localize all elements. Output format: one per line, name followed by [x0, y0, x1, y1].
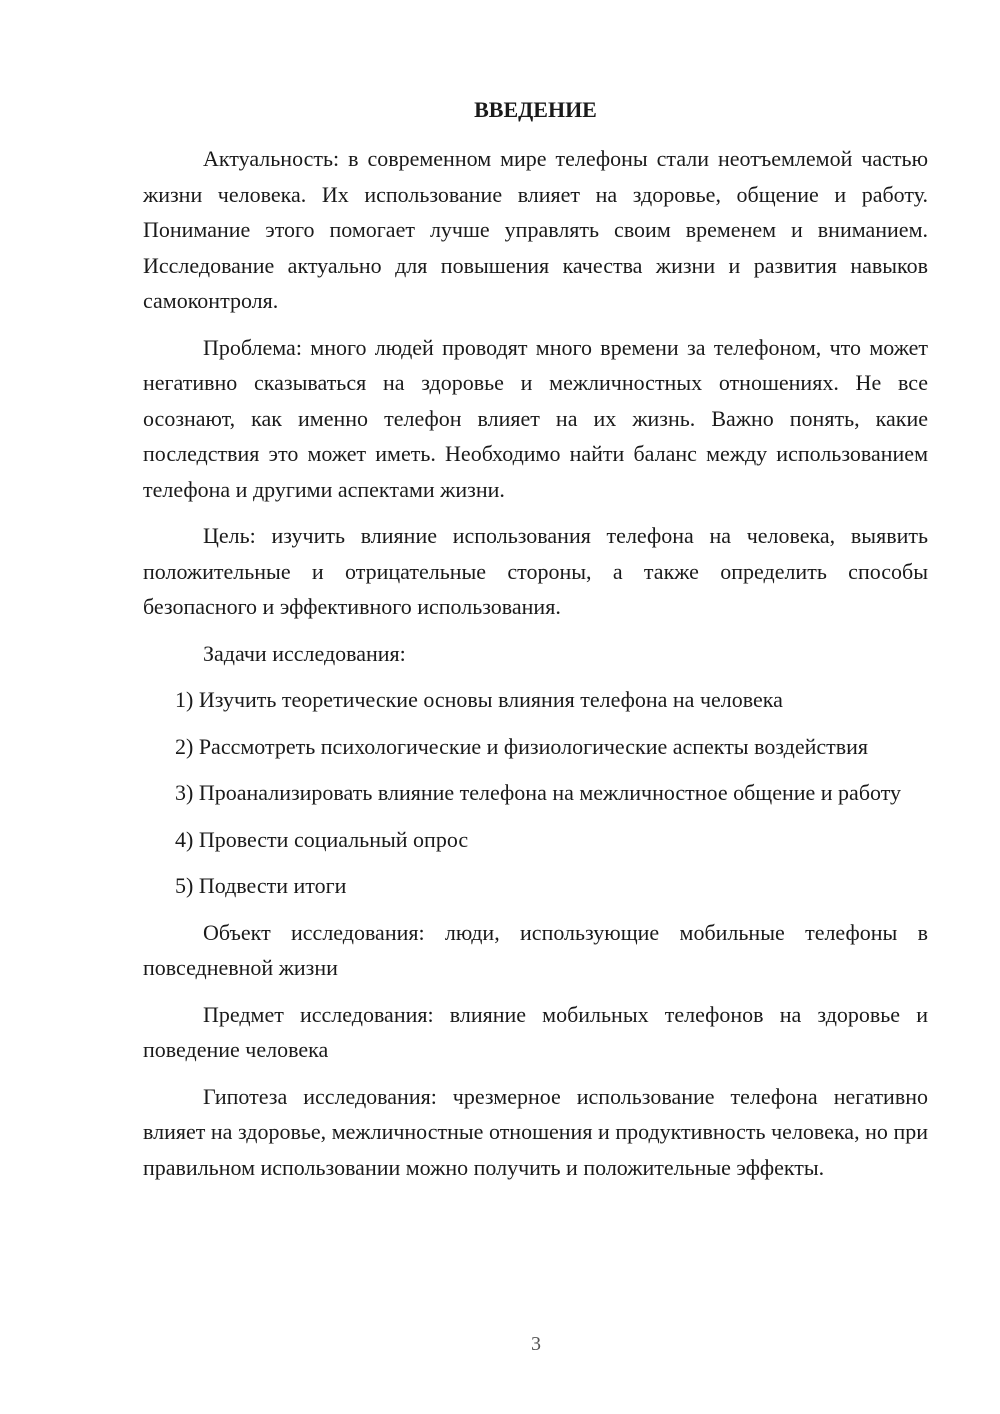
document-page	[143, 92, 928, 1196]
task-item-2: 2) Рассмотреть психологические и физиологические аспекты воздействия	[175, 733, 869, 759]
paragraph-subject: Предмет исследования: влияние мобильных телефонов на здоровье и поведение человека	[143, 1001, 928, 1062]
paragraph-hypothesis: Гипотеза исследования: чрезмерное использование телефона негативно влияет на здоровье, межличностные отношения и продуктивность человека, но при правильном использовании можно получить и положительные эффекты.	[143, 1083, 928, 1180]
task-item-4: 4) Провести социальный опрос	[175, 826, 469, 852]
page-number: 3	[531, 1333, 541, 1355]
task-item-3: 3) Проанализировать влияние телефона на межличностное общение и работу	[175, 780, 902, 805]
task-item-1: 1) Изучить теоретические основы влияния телефона на человека	[175, 687, 783, 712]
paragraph-relevance: Актуальность: в современном мире телефоны стали неотъемлемой частью жизни человека. Их использование влияет на здоровье, общение и работу. Понимание этого помогает лучше управлять своим временем и вниманием. Исследование актуально для повышения качества жизни и развития навыков самоконтроля.	[143, 146, 928, 313]
paragraph-tasks-heading: Задачи исследования:	[203, 640, 406, 666]
paragraph-problem: Проблема: много людей проводят много времени за телефоном, что может негативно сказываться на здоровье и межличностных отношениях. Не все осознают, как именно телефон влияет на их жизнь. Важно понять, какие последствия это может иметь. Необходимо найти баланс между использованием телефона и другими аспектами жизни.	[143, 334, 928, 502]
paragraph-goal: Цель: изучить влияние использования телефона на человека, выявить положительные и отрицательные стороны, а также определить способы безопасного и эффективного использования.	[143, 523, 928, 619]
section-title: ВВЕДЕНИЕ	[474, 97, 597, 122]
task-item-5: 5) Подвести итоги	[175, 873, 347, 898]
paragraph-object: Объект исследования: люди, использующие мобильные телефоны в повседневной жизни	[143, 919, 928, 980]
